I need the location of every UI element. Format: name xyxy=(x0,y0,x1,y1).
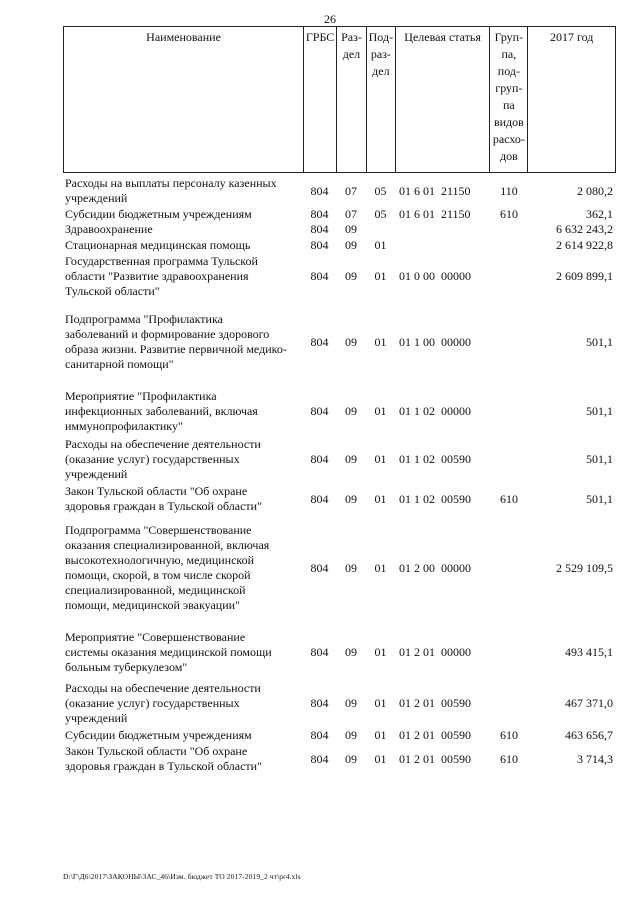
header-gruppa xyxy=(489,27,527,172)
row-name-line: учреждений xyxy=(65,191,128,205)
table-row xyxy=(63,630,616,675)
header-gruppa-line: видов xyxy=(493,115,524,129)
row-name-line: учреждений xyxy=(65,467,128,481)
header-gruppa-line: па xyxy=(503,98,515,112)
page-number: 26 xyxy=(324,12,336,26)
row-name-line: Субсидии бюджетным учреждениям xyxy=(65,728,252,742)
row-name-line: Мероприятие "Совершенствование xyxy=(65,630,246,644)
header-gruppa-line: под- xyxy=(497,64,520,78)
row-name-line: (оказание услуг) государственных xyxy=(65,452,240,466)
row-razdel: 09 xyxy=(345,404,357,418)
header-grbs xyxy=(303,27,336,172)
row-grbs: 804 xyxy=(310,751,329,766)
row-name-line: Мероприятие "Профилактика xyxy=(65,389,217,403)
header-year-text: 2017 год xyxy=(549,30,594,44)
row-name-line: Стационарная медицинская помощь xyxy=(65,238,251,252)
row-name-line: образа жизни. Развитие первичной медико- xyxy=(65,342,287,356)
row-sum: 2 609 899,1 xyxy=(556,269,613,283)
row-celevaya: 01 2 00 00000 xyxy=(399,560,471,575)
row-name xyxy=(65,728,301,743)
row-name-line: специализированной, медицинской xyxy=(65,583,246,597)
row-razdel: 09 xyxy=(345,269,357,283)
row-razdel: 09 xyxy=(345,645,357,659)
row-sum: 2 080,2 xyxy=(577,183,613,198)
row-celevaya: 01 1 00 00000 xyxy=(399,334,471,349)
table-row xyxy=(63,222,616,237)
row-name-line: здоровья граждан в Тульской области" xyxy=(65,499,262,513)
row-celevaya: 01 0 00 00000 xyxy=(399,269,471,283)
header-name-text: Наименование xyxy=(146,30,221,44)
row-vid: 610 xyxy=(500,491,518,506)
row-grbs: 804 xyxy=(310,222,329,236)
row-name-line: (оказание услуг) государственных xyxy=(65,696,240,710)
row-name-line: учреждений xyxy=(65,711,128,725)
row-celevaya: 01 6 01 21150 xyxy=(399,207,471,221)
row-name-line: Расходы на обеспечение деятельности xyxy=(65,437,261,451)
header-podrazdel-line: дел xyxy=(372,64,390,78)
row-razdel: 09 xyxy=(345,238,357,252)
row-name-line: помощи, скорой, в том числе скорой xyxy=(65,568,251,582)
row-name-line: заболеваний и формирование здорового xyxy=(65,327,270,341)
row-celevaya: 01 2 01 00590 xyxy=(399,696,471,710)
row-podrazdel: 01 xyxy=(374,645,387,659)
row-razdel: 09 xyxy=(345,334,357,349)
row-sum: 501,1 xyxy=(586,491,613,506)
table-row xyxy=(63,207,616,222)
row-podrazdel: 05 xyxy=(374,183,387,198)
row-podrazdel: 01 xyxy=(374,728,387,742)
row-sum: 501,1 xyxy=(586,334,613,349)
row-podrazdel: 05 xyxy=(374,207,387,221)
row-celevaya: 01 2 01 00590 xyxy=(399,751,471,766)
row-grbs: 804 xyxy=(310,560,329,575)
header-grbs-text: ГРБС xyxy=(305,30,335,44)
row-podrazdel: 01 xyxy=(374,334,387,349)
header-podrazdel-line: раз- xyxy=(370,47,391,61)
row-name-line: Здравоохранение xyxy=(65,222,153,236)
row-sum: 493 415,1 xyxy=(565,645,613,659)
table-row xyxy=(63,681,616,726)
row-name-line: иммунопрофилактику" xyxy=(65,419,183,433)
row-sum: 463 656,7 xyxy=(565,728,613,742)
row-name xyxy=(65,389,301,434)
row-name-line: Расходы на обеспечение деятельности xyxy=(65,681,261,695)
table-row xyxy=(63,238,616,253)
header-gruppa-line: расхо- xyxy=(492,132,525,146)
row-razdel: 09 xyxy=(345,751,357,766)
row-vid: 610 xyxy=(500,751,518,766)
row-sum: 501,1 xyxy=(586,452,613,466)
row-grbs: 804 xyxy=(310,728,329,742)
row-name xyxy=(65,207,301,222)
row-podrazdel: 01 xyxy=(374,491,387,506)
header-razdel-line: Раз- xyxy=(341,30,362,44)
row-name xyxy=(65,681,301,726)
row-name xyxy=(65,630,301,675)
row-name-line: больным туберкулезом" xyxy=(65,660,188,674)
header-celevaya xyxy=(395,27,490,172)
row-podrazdel: 01 xyxy=(374,560,387,575)
table-row xyxy=(63,312,616,372)
row-razdel: 09 xyxy=(345,728,357,742)
row-grbs: 804 xyxy=(310,404,329,418)
row-grbs: 804 xyxy=(310,238,329,252)
row-name xyxy=(65,484,301,514)
row-name-line: Подпрограмма "Совершенствование xyxy=(65,523,252,537)
header-podrazdel xyxy=(366,27,395,172)
row-celevaya: 01 1 02 00590 xyxy=(399,452,471,466)
row-celevaya: 01 2 01 00000 xyxy=(399,645,471,659)
row-name xyxy=(65,254,301,299)
row-grbs: 804 xyxy=(310,269,329,283)
row-name xyxy=(65,523,301,613)
row-name xyxy=(65,222,301,237)
row-sum: 467 371,0 xyxy=(565,696,613,710)
row-razdel: 09 xyxy=(345,452,357,466)
row-celevaya: 01 2 01 00590 xyxy=(399,728,471,742)
row-podrazdel: 01 xyxy=(374,751,387,766)
row-name xyxy=(65,744,301,774)
row-name xyxy=(65,176,301,206)
row-razdel: 09 xyxy=(345,222,357,236)
header-gruppa-line: дов xyxy=(499,149,518,163)
table-row xyxy=(63,254,616,299)
row-podrazdel: 01 xyxy=(374,404,387,418)
row-name xyxy=(65,312,301,372)
row-sum: 6 632 243,2 xyxy=(556,222,613,236)
header-gruppa-line: па, xyxy=(501,47,517,61)
table-row xyxy=(63,484,616,514)
row-sum: 2 614 922,8 xyxy=(556,238,613,252)
row-grbs: 804 xyxy=(310,207,329,221)
row-razdel: 09 xyxy=(345,560,357,575)
row-name-line: Расходы на выплаты персоналу казенных xyxy=(65,176,277,190)
row-name-line: Закон Тульской области "Об охране xyxy=(65,484,248,498)
header-razdel xyxy=(336,27,366,172)
file-path-footer: D:\Г\Д6\2017\ЗАКОНЫ\ЗАС_46\Изм. бюджет ТО 2017-2019_2 чт\pr4.xls xyxy=(63,872,301,881)
row-grbs: 804 xyxy=(310,452,329,466)
row-sum: 3 714,3 xyxy=(577,751,613,766)
row-podrazdel: 01 xyxy=(374,696,387,710)
row-name-line: Подпрограмма "Профилактика xyxy=(65,312,223,326)
table-row xyxy=(63,523,616,613)
row-name-line: Государственная программа Тульской xyxy=(65,254,258,268)
row-podrazdel: 01 xyxy=(374,238,387,252)
row-celevaya: 01 6 01 21150 xyxy=(399,183,471,198)
table-row xyxy=(63,728,616,743)
row-podrazdel: 01 xyxy=(374,269,387,283)
row-razdel: 07 xyxy=(345,207,357,221)
row-name-line: санитарной помощи" xyxy=(65,357,174,371)
header-celevaya-text: Целевая статья xyxy=(404,30,481,44)
header-razdel-line: дел xyxy=(342,47,361,61)
row-sum: 501,1 xyxy=(586,404,613,418)
row-name-line: помощи, медицинской эвакуации" xyxy=(65,598,240,612)
row-name-line: здоровья граждан в Тульской области" xyxy=(65,759,262,773)
table-row xyxy=(63,176,616,206)
row-grbs: 804 xyxy=(310,183,329,198)
row-sum: 2 529 109,5 xyxy=(556,560,613,575)
row-name-line: оказания специализированной, включая xyxy=(65,538,270,552)
header-name xyxy=(64,27,303,172)
row-podrazdel: 01 xyxy=(374,452,387,466)
header-gruppa-line: груп- xyxy=(495,81,523,95)
row-razdel: 09 xyxy=(345,491,357,506)
row-name-line: Закон Тульской области "Об охране xyxy=(65,744,248,758)
row-grbs: 804 xyxy=(310,696,329,710)
row-grbs: 804 xyxy=(310,645,329,659)
table-row xyxy=(63,744,616,774)
header-podrazdel-line: Под- xyxy=(368,30,394,44)
table-row xyxy=(63,437,616,482)
row-name-line: области "Развитие здравоохранения xyxy=(65,269,249,283)
row-name-line: Тульской области" xyxy=(65,284,160,298)
row-grbs: 804 xyxy=(310,491,329,506)
row-name-line: высокотехнологичную, медицинской xyxy=(65,553,255,567)
row-celevaya: 01 1 02 00000 xyxy=(399,404,471,418)
row-name xyxy=(65,238,301,253)
table-header xyxy=(63,26,616,173)
header-year xyxy=(527,27,615,172)
row-name-line: системы оказания медицинской помощи xyxy=(65,645,272,659)
row-vid: 110 xyxy=(500,183,518,198)
row-vid: 610 xyxy=(500,728,518,742)
row-name xyxy=(65,437,301,482)
table-row xyxy=(63,389,616,434)
row-razdel: 09 xyxy=(345,696,357,710)
row-name-line: Субсидии бюджетным учреждениям xyxy=(65,207,252,221)
row-name-line: инфекционных заболеваний, включая xyxy=(65,404,258,418)
row-vid: 610 xyxy=(500,207,518,221)
row-sum: 362,1 xyxy=(586,207,613,221)
header-gruppa-line: Груп- xyxy=(494,30,524,44)
row-razdel: 07 xyxy=(345,183,357,198)
row-grbs: 804 xyxy=(310,334,329,349)
row-celevaya: 01 1 02 00590 xyxy=(399,491,471,506)
